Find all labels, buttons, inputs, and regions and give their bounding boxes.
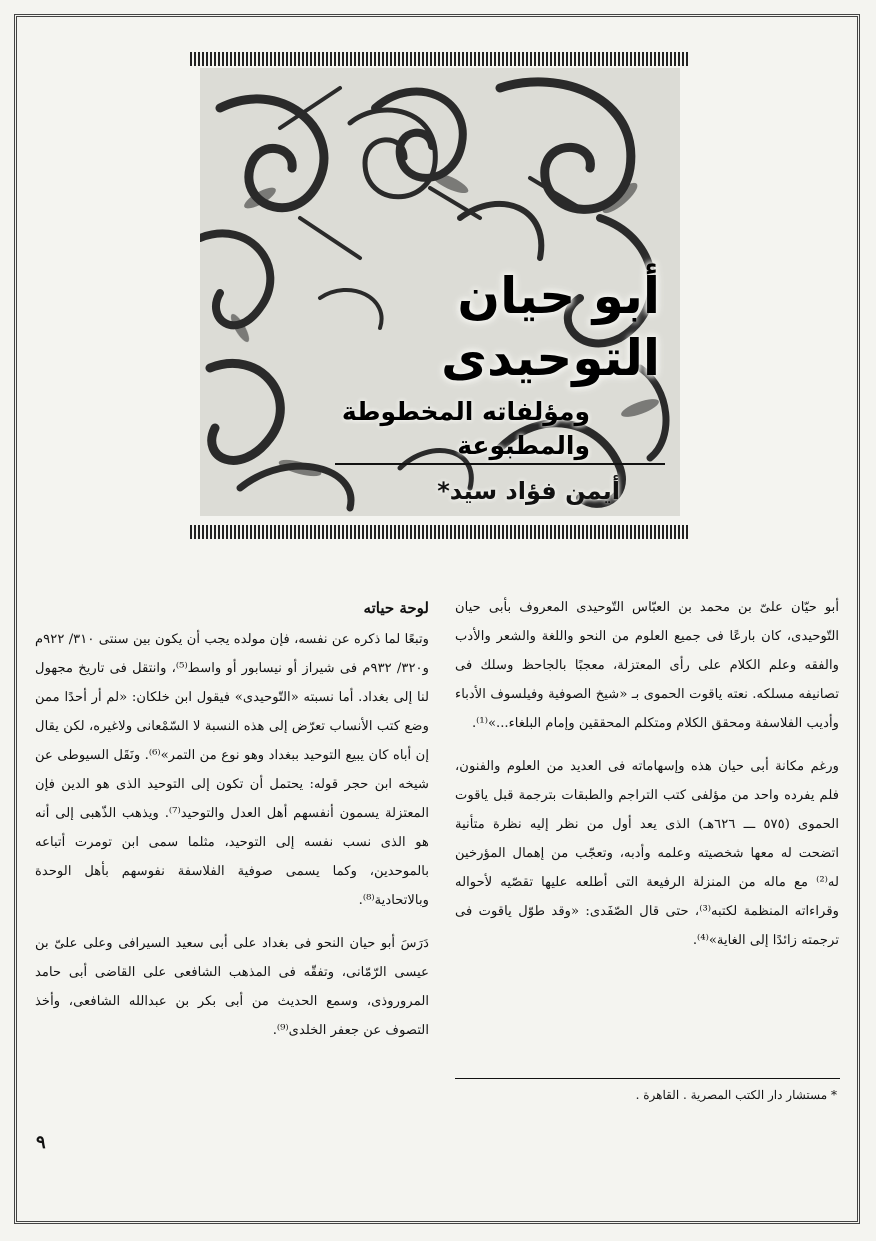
title-block — [230, 265, 660, 463]
article-title: أبو حيان التوحيدى — [441, 267, 660, 387]
footnote-divider — [455, 1078, 840, 1079]
right-column — [455, 593, 839, 955]
decorative-hatch-bar-bottom — [190, 525, 690, 539]
body-paragraph: أبو حيّان علىّ بن محمد بن العبّاس التّوحيدى المعروف بأبى حيان التّوحيدى، كان بارعًا فى جميع العلوم من النحو واللغة والشعر والأدب والفقه وعلم الكلام على رأى المعتزلة، معجبًا بالجاحظ وسلك فى تصانيفه مسلكه. نعته ياقوت الحموى بـ «شيخ الصوفية وفيلسوف الأدباء وأديب الفلاسفة ومحقق الكلام ومتكلم المحققين وإمام البلغاء...»⁽¹⁾. — [455, 600, 839, 731]
section-heading: لوحة حياته — [363, 599, 429, 617]
body-paragraph: وتبعًا لما ذكره عن نفسه، فإن مولده يجب أن يكون بين سنتى ٣١٠/ ٩٢٢م و٣٢٠/ ٩٣٢م فى شيراز أو نيسابور أو واسط⁽⁵⁾، وانتقل فى تاريخ مجهول لنا إلى بغداد. أما نسبته «التّوحيدى» فيقول ابن خلكان: «لم أر أحدًا ممن وضع كتب الأنساب تعرّض إلى هذه النسبة لا السّمْعانى ولاغيره، لكن يقال إن أباه كان يبيع التوحيد ببغداد وهو نوع من التمر»⁽⁶⁾. ونَقَل السيوطى عن شيخه ابن حجر قوله: يحتمل أن تكون إلى التوحيد الذى هو الدين فإن المعتزلة يسمون أنفسهم أهل العدل والتوحيد⁽⁷⁾. ويذهب الذّهبى إلى أنه هو الذى نسب نفسه إلى التوحيد، مثلما سمى ابن تومرت أتباعه بالموحدين، وكما يسمى صوفية الفلاسفة نفوسهم بأهل الوحدة وبالاتحادية⁽⁸⁾. — [35, 632, 430, 908]
title-divider — [335, 463, 665, 465]
body-paragraph: ورغم مكانة أبى حيان هذه وإسهاماته فى العديد من العلوم والفنون، فلم يفرده واحد من مؤلفى كتب التراجم والطبقات بترجمة قبل ياقوت الحموى (٥٧٥ ـــ ٦٢٦هـ) الذى يعد أول من نظر إليه نظرة متأنية اتضحت له معها شخصيته وعلمه وأدبه، وتعجّب من إهمال المؤرخين له⁽²⁾ مع ماله من المنزلة الرفيعة التى أطلعه عليها تقصّيه لأحواله وقراءاته المنظمة لكتبه⁽³⁾، حتى قال الصّفَدى: «وقد طوّل ياقوت فى ترجمته زائدًا إلى الغاية»⁽⁴⁾. — [455, 759, 839, 948]
article-subtitle: ومؤلفاته المخطوطة والمطبوعة — [341, 397, 590, 460]
decorative-hatch-bar-top — [190, 52, 690, 66]
footnote: * مستشار دار الكتب المصرية . القاهرة . — [635, 1088, 837, 1102]
body-paragraph: دَرَسَ أبو حيان النحو فى بغداد على أبى سعيد السيرافى وعلى علىّ بن عيسى الرّمّانى، وتفقّه فى المذهب الشافعى على القاضى أبى حامد المروروذى، وسمع الحديث من أبى بكر بن عبدالله الشافعى، وأخذ التصوف عن جعفر الخلدى⁽⁹⁾. — [35, 936, 429, 1038]
author-name: أيمن فؤاد سيد* — [437, 477, 620, 505]
page-number: ٩ — [36, 1132, 46, 1153]
left-column — [35, 595, 429, 1045]
